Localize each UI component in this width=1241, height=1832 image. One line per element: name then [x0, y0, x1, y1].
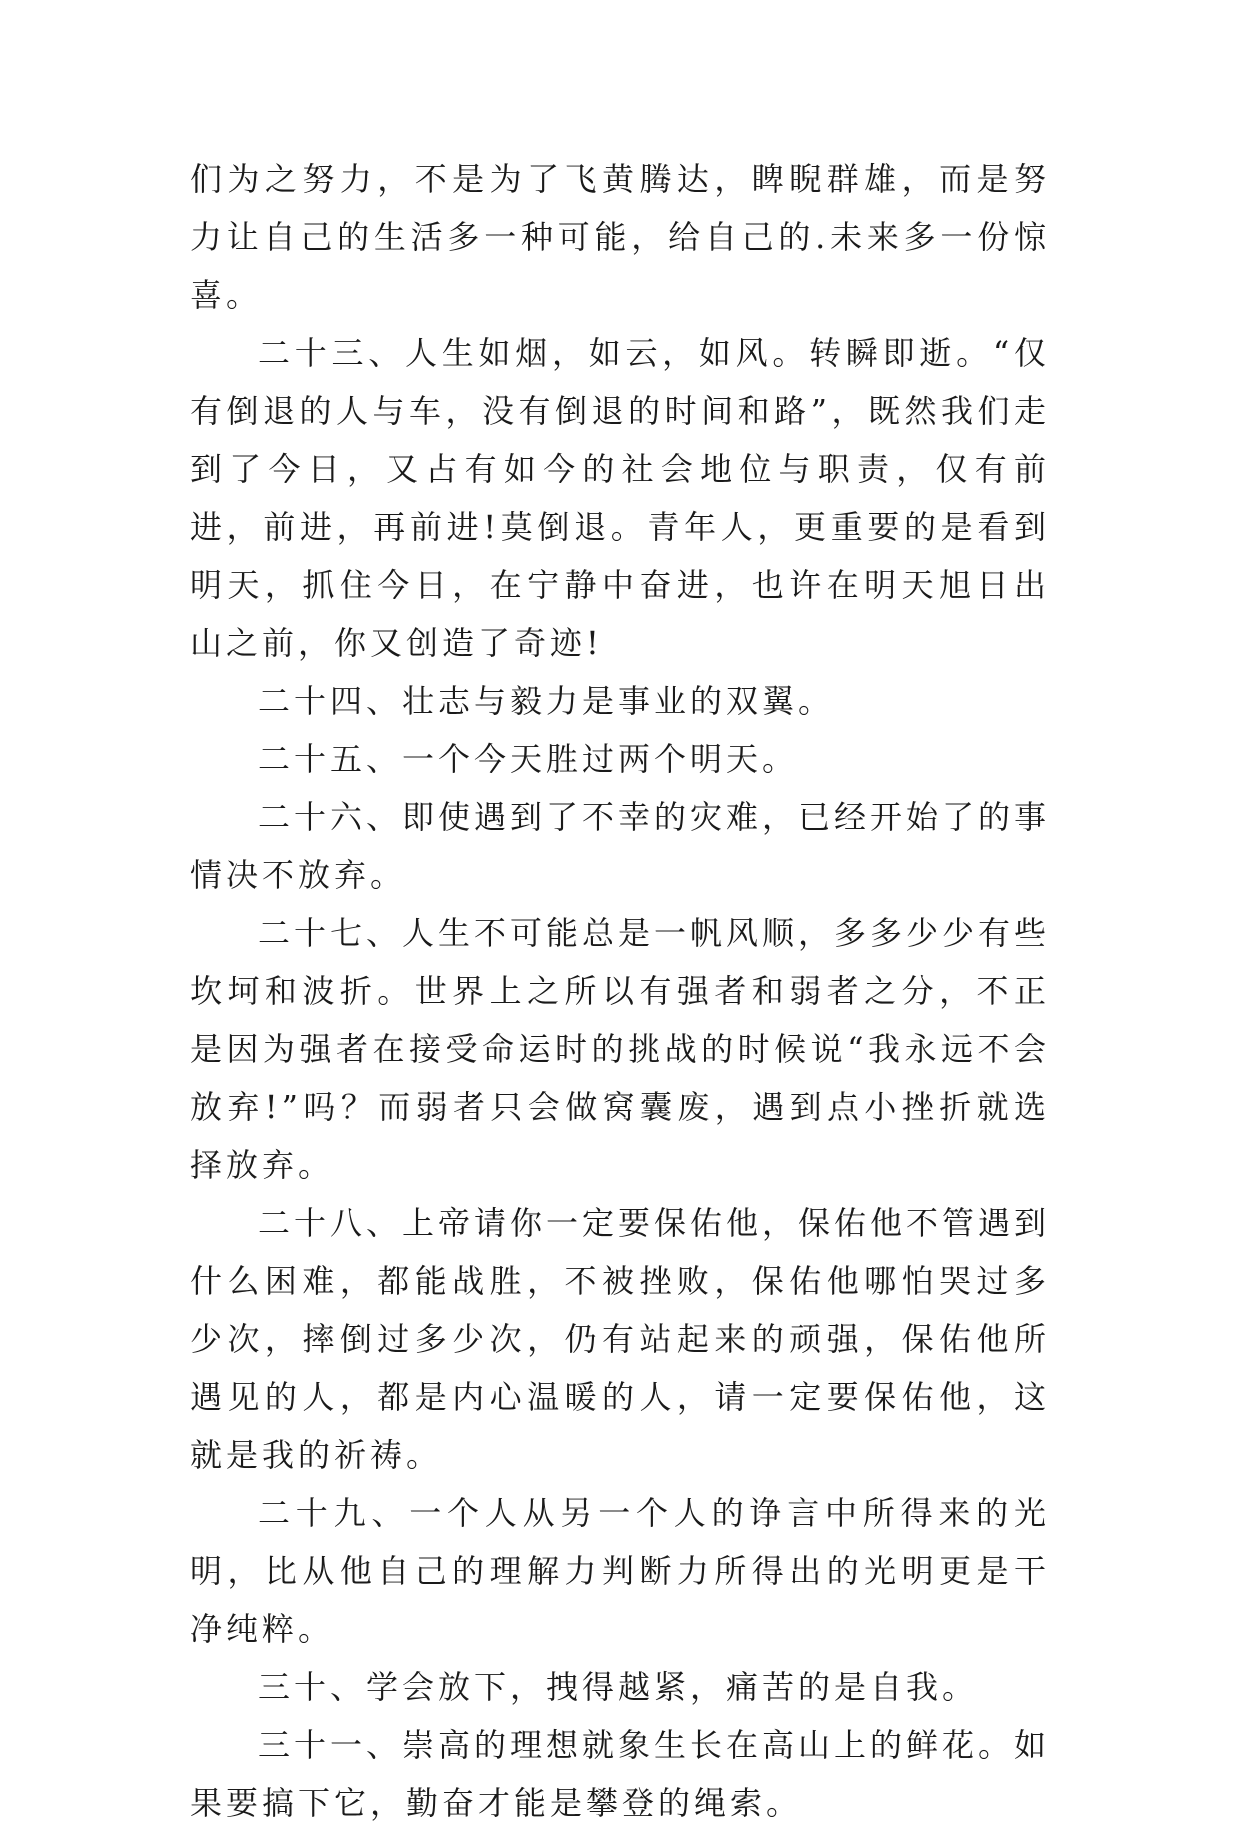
paragraph-29: 二十九、一个人从另一个人的诤言中所得来的光明，比从他自己的理解力判断力所得出的光明更是干净纯粹。 [190, 1494, 1050, 1648]
document-page [190, 150, 1050, 1832]
paragraph-31: 三十一、崇高的理想就象生长在高山上的鲜花。如果要搞下它，勤奋才能是攀登的绳索。 [190, 1726, 1051, 1822]
paragraph-24: 二十四、壮志与毅力是事业的双翼。 [258, 682, 835, 720]
paragraph-27: 二十七、人生不可能总是一帆风顺，多多少少有些坎坷和波折。世界上之所以有强者和弱者之分，不正是因为强者在接受命运时的挑战的时候说“我永远不会放弃!”吗？而弱者只会做窝囊废，遇到点小挫折就选择放弃。 [190, 914, 1051, 1184]
paragraph-23: 二十三、人生如烟，如云，如风。转瞬即逝。“仅有倒退的人与车，没有倒退的时间和路”，既然我们走到了今日，又占有如今的社会地位与职责，仅有前进，前进，再前进!莫倒退。青年人，更重要的是看到明天，抓住今日，在宁静中奋进，也许在明天旭日出山之前，你又创造了奇迹! [190, 334, 1050, 662]
paragraph-30: 三十、学会放下，拽得越紧，痛苦的是自我。 [258, 1668, 979, 1706]
paragraph-26: 二十六、即使遇到了不幸的灾难，已经开始了的事情决不放弃。 [190, 798, 1051, 894]
paragraph-continuation: 们为之努力，不是为了飞黄腾达，睥睨群雄，而是努力让自己的生活多一种可能，给自己的.未来多一份惊喜。 [190, 160, 1050, 314]
paragraph-25: 二十五、一个今天胜过两个明天。 [258, 740, 799, 778]
paragraph-28: 二十八、上帝请你一定要保佑他，保佑他不管遇到什么困难，都能战胜，不被挫败，保佑他哪怕哭过多少次，摔倒过多少次，仍有站起来的顽强，保佑他所遇见的人，都是内心温暖的人，请一定要保佑他，这就是我的祈祷。 [190, 1204, 1051, 1474]
